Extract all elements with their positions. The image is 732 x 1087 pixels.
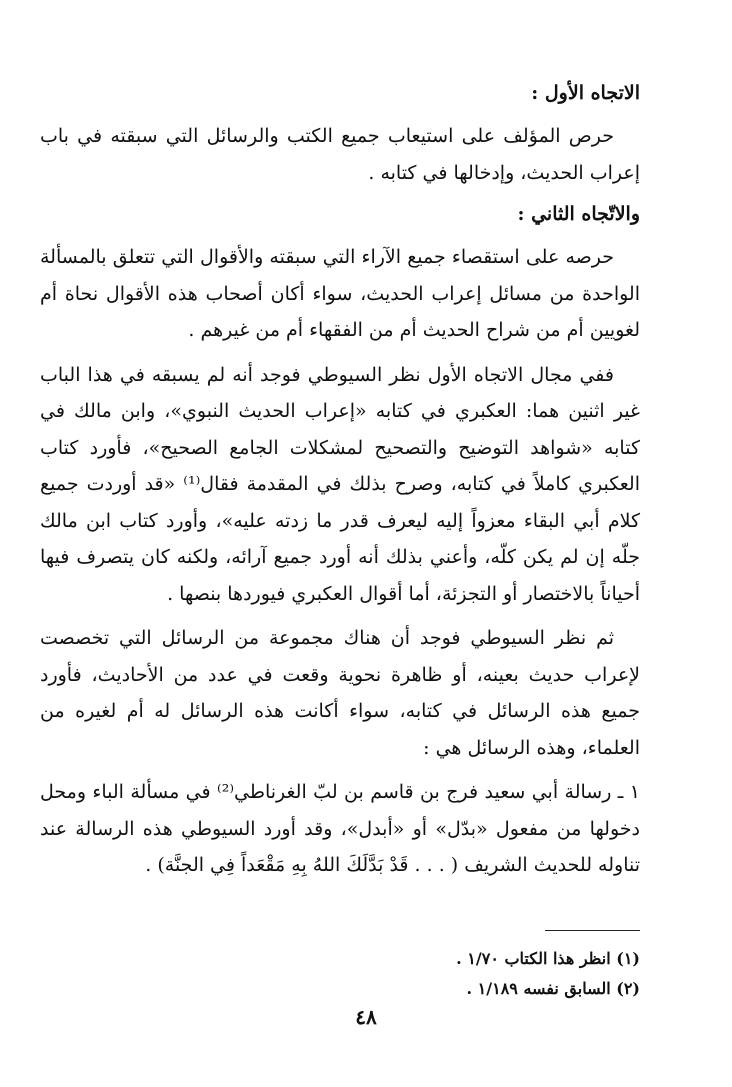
heading-first-direction: الاتجاه الأول :	[531, 82, 640, 104]
paragraph-treatises-intro: ثم نظر السيوطي فوجد أن هناك مجموعة من الرسائل التي تخصصت لإعراب حديث بعينه، أو ظاهرة نحوية وقعت في عدد من الأحاديث، فأورد جميع هذه الرسائل في كتابه، سواء أكانت هذه الرسائل له أم لغيره من العلماء، وهذه الرسائل هي :	[40, 627, 640, 759]
heading-second-direction: والاتّجاه الثاني :	[517, 203, 640, 225]
paragraph-first-direction-detail: ففي مجال الاتجاه الأول نظر السيوطي فوجد أنه لم يسبقه في هذا الباب غير اثنين هما: العكبري في كتابه «إعراب الحديث النبوي»، وابن مالك في كتابه «شواهد التوضيح والتصحيح لمشكلات الجامع الصحيح»، فأورد كتاب العكبري كاملاً في كتابه، وصرح بذلك في المقدمة فقال⁽¹⁾ «قد أوردت جميع كلام أبي البقاء معزواً إليه ليعرف قدر ما زدته عليه»، وأورد كتاب ابن مالك جلّه إن لم يكن كلّه، وأعني بذلك أنه أورد جميع آرائه، ولكنه كان يتصرف فيها أحياناً بالاختصار أو التجزئة، أما أقوال العكبري فيوردها بنصها .	[40, 363, 640, 605]
footnote-1: (١) انظر هذا الكتاب ١/٧٠ .	[456, 949, 640, 968]
list-item-treatise-1: ١ ـ رسالة أبي سعيد فرج بن قاسم بن لبّ الغرناطي⁽²⁾ في مسألة الباء ومحل دخولها من مفعول «بدّل» أو «أبدل»، وقد أورد السيوطي هذه الرسالة عند تناوله للحديث الشريف ( . . . قَدْ بَدَّلَكَ اللهُ بِهِ مَقْعَداً فِي الجنَّة) .	[40, 781, 641, 876]
page-body	[40, 78, 640, 884]
footnotes	[40, 944, 640, 1004]
page-number: ٤٨	[355, 1005, 377, 1029]
footnote-divider	[545, 930, 640, 931]
paragraph-second-direction: حرصه على استقصاء جميع الآراء التي سبقته والأقوال التي تتعلق بالمسألة الواحدة من مسائل إعراب الحديث، سواء أكان أصحاب هذه الأقوال نحاة أم لغويين أم من شراح الحديث أم من الفقهاء أم من غيرهم .	[40, 246, 640, 341]
footnote-2: (٢) السابق نفسه ١/١٨٩ .	[466, 979, 640, 998]
paragraph-first-direction: حرص المؤلف على استيعاب جميع الكتب والرسائل التي سبقته في باب إعراب الحديث، وإدخالها في كتابه .	[40, 125, 640, 184]
